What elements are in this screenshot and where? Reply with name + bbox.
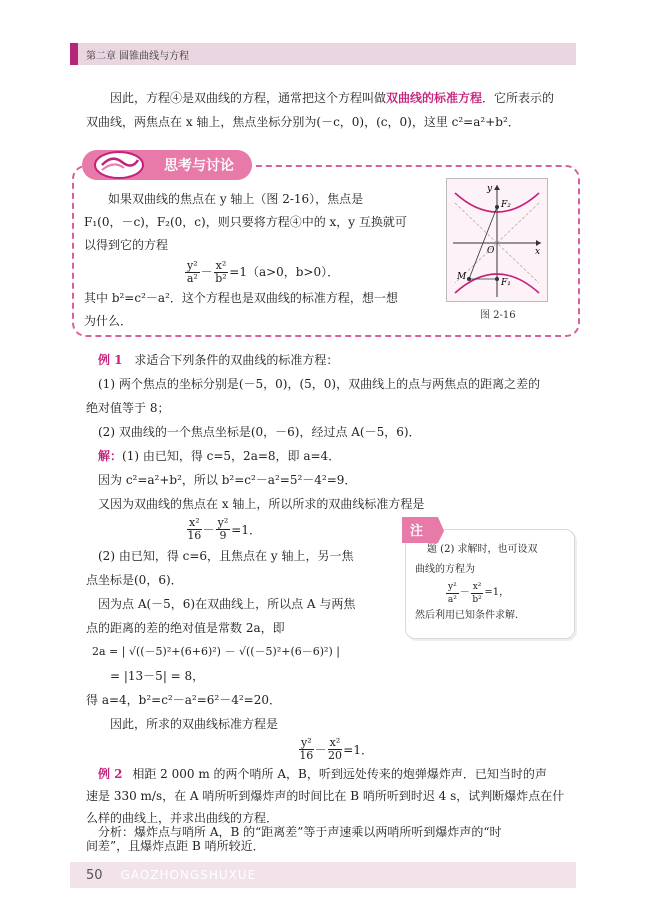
svg-text:F₁: F₁ — [501, 278, 511, 288]
svg-text:注: 注 — [410, 524, 424, 539]
example-1-title-line — [86, 348, 566, 372]
solution-line-8: 2a = | √((－5)²+(6+6)²) － √((－5)²+(6－6)²) | — [92, 645, 340, 658]
solution-equation-2: $\frac{\text{y²}}{16}$ － $\frac{\text{x²}}{20}$ =1． — [299, 735, 373, 762]
analysis-line-1: 分析：爆炸点与哨所 A，B 的“距离差”等于声速乘以两哨所听到爆炸声的“时 — [98, 825, 502, 839]
intro-text-a: 因此，方程④是双曲线的方程，通常把这个方程叫做 — [110, 91, 387, 105]
solution-equation-1: $\frac{\text{x²}}{16}$ － $\frac{\text{y²}}{9}$ =1． — [187, 515, 261, 542]
example-2-line-2: 速是 330 m/s，在 A 哨所听到爆炸声的时间比在 B 哨所听到时迟 4 s，试判断爆炸点在什 — [86, 789, 565, 803]
footer-watermark: GAOZHONGSHUXUE — [120, 868, 257, 882]
note-line-2: 曲线的方程为 — [415, 564, 475, 575]
example-1-title: 求适合下列条件的双曲线的标准方程： — [134, 353, 339, 367]
solution-line-4: (2) 由已知，得 c=6，且焦点在 y 轴上，另一焦 — [98, 549, 354, 563]
solution-line-11: 因此，所求的双曲线标准方程是 — [110, 717, 279, 731]
intro-line-2: 双曲线，两焦点在 x 轴上，焦点坐标分别为(－c，0)，(c，0)，这里 c²=a²+b²． — [86, 115, 520, 129]
note-equation: $\frac{\text{y²}}{\text{a²}}$ － $\frac{\text{x²}}{\text{b²}}$ =1， — [447, 581, 510, 605]
page-number: 50 — [86, 867, 103, 883]
intro-text-b: ．它所表示的 — [482, 91, 555, 105]
svg-text:F₂: F₂ — [501, 200, 511, 210]
solution-line-1: 解：(1) 由已知，得 c=5，2a=8，即 a=4． — [98, 449, 341, 463]
solution-line-3: 又因为双曲线的焦点在 x 轴上，所以所求的双曲线标准方程是 — [98, 497, 425, 511]
svg-text:y: y — [487, 184, 493, 194]
highlight-term: 双曲线的标准方程 — [386, 91, 483, 105]
example-2-line-3: 么样的曲线上，并求出曲线的方程． — [86, 811, 279, 825]
solution-line-6: 因为点 A(－5，6)在双曲线上，所以点 A 与两焦 — [98, 597, 356, 611]
example-1-cond-2: (2) 双曲线的一个焦点坐标是(0，－6)，经过点 A(－5，6)． — [98, 425, 421, 439]
think-discuss-title: 思考与讨论 — [164, 158, 234, 174]
think-line-6: 为什么． — [84, 314, 133, 328]
think-line-5: 其中 b²=c²－a²．这个方程也是双曲线的标准方程，想一想 — [84, 291, 398, 305]
note-line-1: 题 (2) 求解时，也可设双 — [427, 544, 538, 555]
solution-line-5: 点坐标是(0，6)． — [86, 573, 183, 587]
think-eq-rest: =1（a>0，b>0）． — [229, 264, 340, 279]
solution-line-10: 得 a=4，b²=c²－a²=6²－4²=20． — [86, 693, 281, 707]
example-2-line-1: 例 2 相距 2 000 m 的两个哨所 A，B，听到远处传来的炮弹爆炸声．已知当时的声 — [98, 767, 547, 781]
hyperbola-diagram — [447, 179, 547, 301]
think-equation: $\frac{\text{y²}}{\text{a²}}$ － $\frac{\text{x²}}{\text{b²}}$ =1（a>0，b>0）． — [186, 258, 340, 285]
note-text — [415, 540, 565, 626]
think-line-3: 以得到它的方程 — [84, 238, 169, 252]
page-footer — [70, 862, 576, 888]
frac-x2-b2: $\frac{\text{x²}}{\text{b²}}$ — [215, 258, 227, 285]
chapter-header — [70, 43, 576, 65]
figure-caption: 图 2-16 — [480, 310, 516, 321]
think-line-2: F₁(0，－c)，F₂(0，c)，则只要将方程④中的 x，y 互换就可 — [84, 215, 407, 229]
svg-text:M: M — [457, 272, 467, 282]
example-1-cond-1a: (1) 两个焦点的坐标分别是(－5，0)，(5，0)，双曲线上的点与两焦点的距离之差的 — [98, 377, 541, 391]
think-line-1: 如果双曲线的焦点在 y 轴上（图 2-16），焦点是 — [108, 192, 364, 206]
note-line-4: 然后利用已知条件求解. — [415, 610, 519, 621]
frac-y2-a2: $\frac{\text{y²}}{\text{a²}}$ — [186, 258, 198, 285]
svg-text:O: O — [487, 246, 495, 256]
solution-line-7: 点的距离的差的绝对值是常数 2a，即 — [86, 621, 285, 635]
example-1-cond-1b: 绝对值等于 8； — [86, 401, 170, 415]
figure-2-16 — [446, 178, 548, 302]
solution-label: 解： — [98, 449, 123, 463]
solution-line-9: = |13－5| = 8， — [110, 669, 205, 683]
header-accent-bar — [70, 43, 78, 65]
intro-line-1 — [86, 86, 566, 110]
solution-line-2: 因为 c²=a²+b²，所以 b²=c²－a²=5²－4²=9． — [98, 473, 357, 487]
example-2-label: 例 2 — [98, 767, 123, 781]
svg-text:x: x — [535, 247, 541, 257]
example-1-label: 例 1 — [98, 353, 123, 367]
think-swirl-icon — [92, 150, 146, 180]
analysis-line-2: 间差”，且爆炸点距 B 哨所较近． — [86, 839, 265, 853]
think-discuss-text — [84, 188, 434, 333]
chapter-title: 第二章 圆锥曲线与方程 — [86, 50, 190, 62]
